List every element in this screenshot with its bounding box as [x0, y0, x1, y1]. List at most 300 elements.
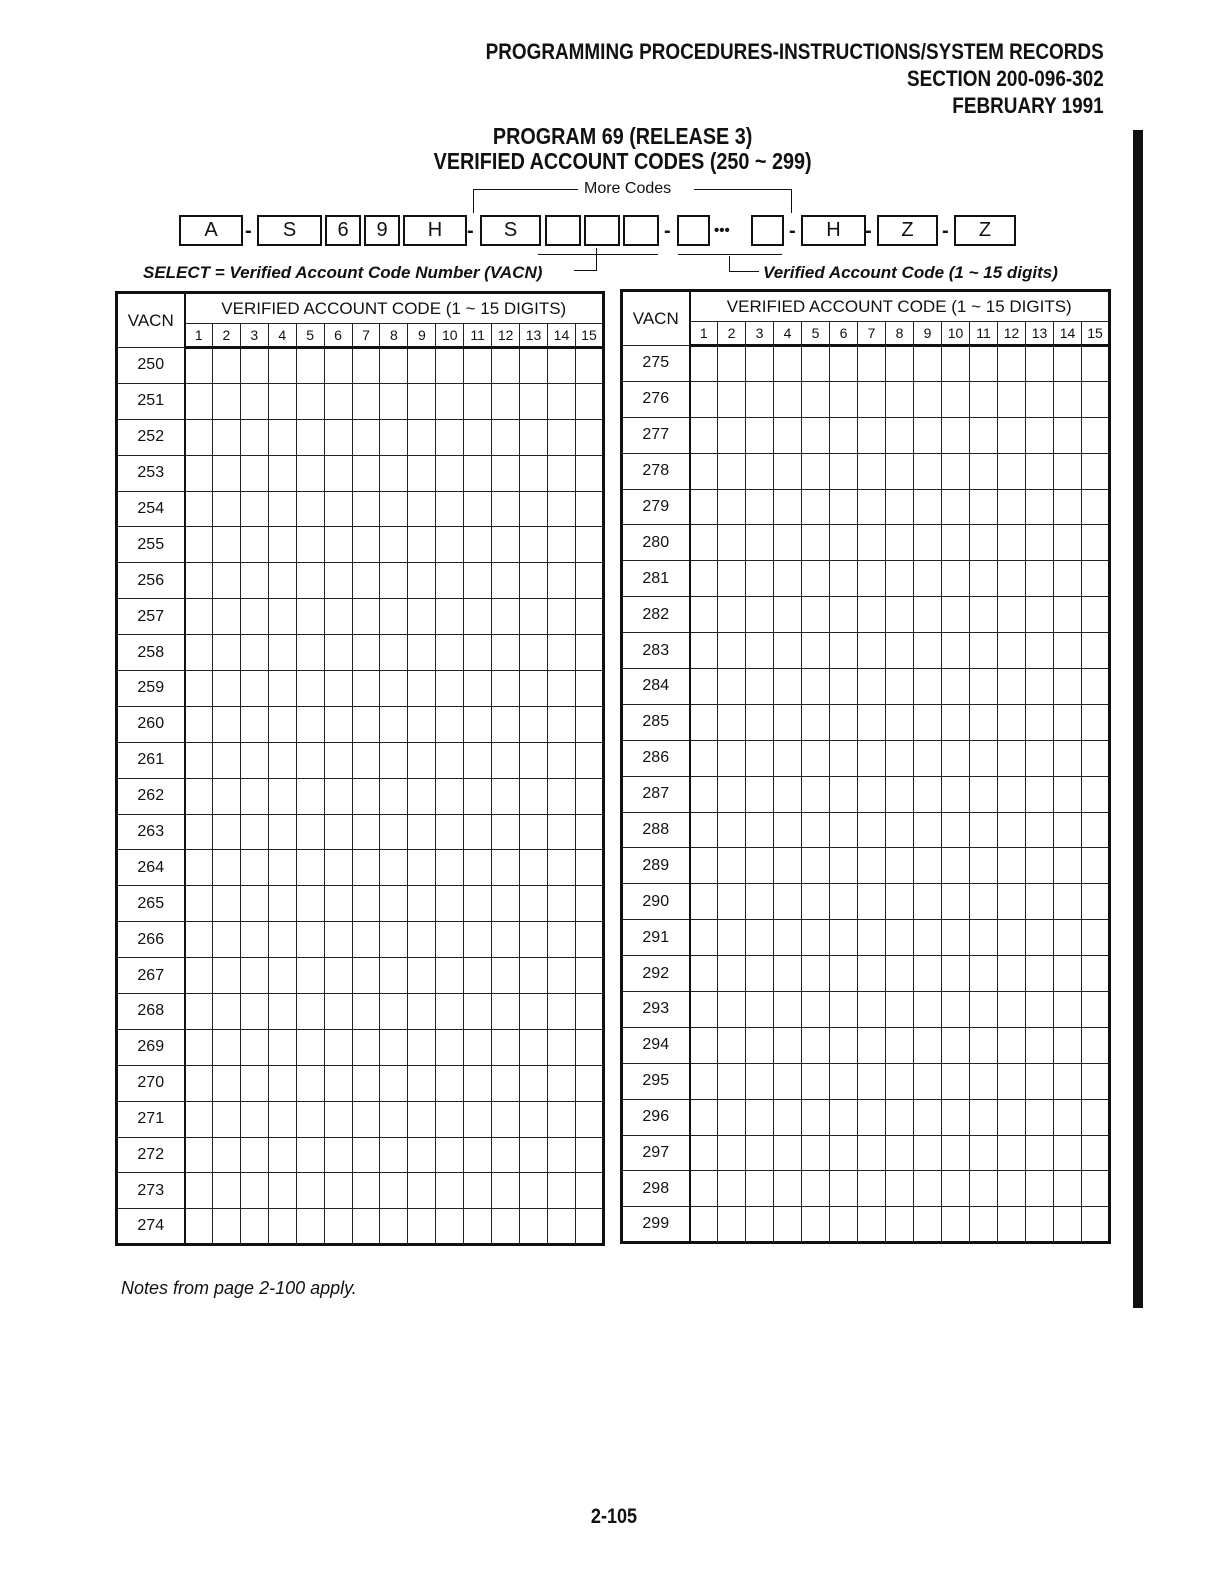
code-digit-cell[interactable] — [575, 1029, 603, 1065]
code-digit-cell[interactable] — [858, 992, 886, 1028]
code-digit-cell[interactable] — [464, 778, 492, 814]
code-digit-cell[interactable] — [352, 1101, 380, 1137]
code-digit-cell[interactable] — [296, 1101, 324, 1137]
code-digit-cell[interactable] — [408, 1137, 436, 1173]
code-digit-cell[interactable] — [690, 489, 718, 525]
code-digit-cell[interactable] — [212, 850, 240, 886]
code-digit-cell[interactable] — [858, 561, 886, 597]
code-digit-cell[interactable] — [212, 1065, 240, 1101]
code-digit-cell[interactable] — [942, 1063, 970, 1099]
code-digit-cell[interactable] — [1082, 597, 1110, 633]
code-digit-cell[interactable] — [212, 455, 240, 491]
code-digit-cell[interactable] — [802, 597, 830, 633]
code-digit-cell[interactable] — [185, 635, 213, 671]
code-digit-cell[interactable] — [575, 348, 603, 384]
code-digit-cell[interactable] — [998, 1027, 1026, 1063]
code-digit-cell[interactable] — [520, 599, 548, 635]
code-digit-cell[interactable] — [352, 383, 380, 419]
code-digit-cell[interactable] — [296, 527, 324, 563]
code-digit-cell[interactable] — [830, 704, 858, 740]
code-digit-cell[interactable] — [268, 1173, 296, 1209]
code-digit-cell[interactable] — [858, 346, 886, 382]
code-digit-cell[interactable] — [942, 776, 970, 812]
code-digit-cell[interactable] — [268, 778, 296, 814]
code-digit-cell[interactable] — [380, 527, 408, 563]
code-digit-cell[interactable] — [774, 633, 802, 669]
code-digit-cell[interactable] — [492, 455, 520, 491]
code-digit-cell[interactable] — [746, 848, 774, 884]
code-digit-cell[interactable] — [492, 1209, 520, 1245]
code-digit-cell[interactable] — [268, 994, 296, 1030]
code-digit-cell[interactable] — [296, 1209, 324, 1245]
code-digit-cell[interactable] — [914, 1135, 942, 1171]
code-digit-cell[interactable] — [547, 994, 575, 1030]
code-digit-cell[interactable] — [1026, 992, 1054, 1028]
code-digit-cell[interactable] — [352, 1173, 380, 1209]
code-digit-cell[interactable] — [1026, 633, 1054, 669]
code-digit-cell[interactable] — [547, 1209, 575, 1245]
code-digit-cell[interactable] — [547, 527, 575, 563]
code-digit-cell[interactable] — [240, 886, 268, 922]
code-digit-cell[interactable] — [718, 1207, 746, 1243]
code-digit-cell[interactable] — [324, 742, 352, 778]
code-digit-cell[interactable] — [492, 922, 520, 958]
code-digit-cell[interactable] — [520, 455, 548, 491]
code-digit-cell[interactable] — [886, 956, 914, 992]
code-digit-cell[interactable] — [547, 348, 575, 384]
code-digit-cell[interactable] — [690, 812, 718, 848]
code-digit-cell[interactable] — [492, 1173, 520, 1209]
code-digit-cell[interactable] — [520, 491, 548, 527]
code-digit-cell[interactable] — [746, 776, 774, 812]
code-digit-cell[interactable] — [240, 527, 268, 563]
code-digit-cell[interactable] — [240, 742, 268, 778]
code-digit-cell[interactable] — [718, 1099, 746, 1135]
code-digit-cell[interactable] — [324, 383, 352, 419]
code-digit-cell[interactable] — [324, 814, 352, 850]
code-digit-cell[interactable] — [464, 527, 492, 563]
code-digit-cell[interactable] — [970, 956, 998, 992]
code-digit-cell[interactable] — [296, 958, 324, 994]
code-digit-cell[interactable] — [998, 1063, 1026, 1099]
code-digit-cell[interactable] — [1026, 453, 1054, 489]
code-digit-cell[interactable] — [1082, 848, 1110, 884]
code-digit-cell[interactable] — [212, 1209, 240, 1245]
code-digit-cell[interactable] — [324, 491, 352, 527]
code-digit-cell[interactable] — [886, 489, 914, 525]
code-digit-cell[interactable] — [746, 1207, 774, 1243]
code-digit-cell[interactable] — [1082, 489, 1110, 525]
code-digit-cell[interactable] — [1082, 884, 1110, 920]
code-digit-cell[interactable] — [774, 704, 802, 740]
code-digit-cell[interactable] — [858, 920, 886, 956]
code-digit-cell[interactable] — [886, 704, 914, 740]
code-digit-cell[interactable] — [212, 383, 240, 419]
code-digit-cell[interactable] — [1026, 525, 1054, 561]
code-digit-cell[interactable] — [436, 527, 464, 563]
code-digit-cell[interactable] — [1026, 1171, 1054, 1207]
code-digit-cell[interactable] — [858, 525, 886, 561]
code-digit-cell[interactable] — [1054, 1207, 1082, 1243]
code-digit-cell[interactable] — [970, 525, 998, 561]
code-digit-cell[interactable] — [858, 381, 886, 417]
code-digit-cell[interactable] — [774, 453, 802, 489]
code-digit-cell[interactable] — [575, 527, 603, 563]
code-digit-cell[interactable] — [914, 884, 942, 920]
code-digit-cell[interactable] — [998, 1135, 1026, 1171]
code-digit-cell[interactable] — [1026, 417, 1054, 453]
code-digit-cell[interactable] — [464, 850, 492, 886]
code-digit-cell[interactable] — [296, 922, 324, 958]
code-digit-cell[interactable] — [998, 489, 1026, 525]
code-digit-cell[interactable] — [998, 956, 1026, 992]
code-digit-cell[interactable] — [575, 455, 603, 491]
code-digit-cell[interactable] — [268, 455, 296, 491]
code-digit-cell[interactable] — [436, 1173, 464, 1209]
code-digit-cell[interactable] — [547, 1029, 575, 1065]
code-digit-cell[interactable] — [296, 886, 324, 922]
code-digit-cell[interactable] — [185, 671, 213, 707]
code-digit-cell[interactable] — [492, 527, 520, 563]
code-digit-cell[interactable] — [352, 455, 380, 491]
code-digit-cell[interactable] — [998, 1207, 1026, 1243]
code-digit-cell[interactable] — [1026, 561, 1054, 597]
code-digit-cell[interactable] — [464, 455, 492, 491]
code-digit-cell[interactable] — [746, 920, 774, 956]
code-digit-cell[interactable] — [464, 491, 492, 527]
code-digit-cell[interactable] — [268, 1065, 296, 1101]
code-digit-cell[interactable] — [296, 814, 324, 850]
code-digit-cell[interactable] — [408, 671, 436, 707]
code-digit-cell[interactable] — [547, 1101, 575, 1137]
code-digit-cell[interactable] — [436, 706, 464, 742]
code-digit-cell[interactable] — [746, 633, 774, 669]
code-digit-cell[interactable] — [352, 1209, 380, 1245]
code-digit-cell[interactable] — [746, 417, 774, 453]
code-digit-cell[interactable] — [914, 669, 942, 705]
code-digit-cell[interactable] — [296, 383, 324, 419]
code-digit-cell[interactable] — [802, 561, 830, 597]
code-digit-cell[interactable] — [547, 922, 575, 958]
code-digit-cell[interactable] — [1082, 704, 1110, 740]
code-digit-cell[interactable] — [185, 814, 213, 850]
code-digit-cell[interactable] — [352, 348, 380, 384]
code-digit-cell[interactable] — [408, 383, 436, 419]
code-digit-cell[interactable] — [324, 563, 352, 599]
code-digit-cell[interactable] — [690, 453, 718, 489]
code-digit-cell[interactable] — [718, 381, 746, 417]
code-digit-cell[interactable] — [942, 669, 970, 705]
code-digit-cell[interactable] — [268, 1029, 296, 1065]
code-digit-cell[interactable] — [408, 491, 436, 527]
code-digit-cell[interactable] — [380, 348, 408, 384]
code-digit-cell[interactable] — [774, 884, 802, 920]
code-digit-cell[interactable] — [240, 671, 268, 707]
code-digit-cell[interactable] — [914, 597, 942, 633]
code-digit-cell[interactable] — [858, 1135, 886, 1171]
code-digit-cell[interactable] — [436, 814, 464, 850]
code-digit-cell[interactable] — [942, 1171, 970, 1207]
code-digit-cell[interactable] — [408, 348, 436, 384]
code-digit-cell[interactable] — [352, 922, 380, 958]
code-digit-cell[interactable] — [212, 742, 240, 778]
code-digit-cell[interactable] — [746, 1099, 774, 1135]
code-digit-cell[interactable] — [802, 1171, 830, 1207]
code-digit-cell[interactable] — [802, 956, 830, 992]
code-digit-cell[interactable] — [436, 1209, 464, 1245]
code-digit-cell[interactable] — [1026, 740, 1054, 776]
code-digit-cell[interactable] — [492, 1065, 520, 1101]
code-digit-cell[interactable] — [380, 1137, 408, 1173]
code-digit-cell[interactable] — [296, 1065, 324, 1101]
code-digit-cell[interactable] — [774, 489, 802, 525]
code-digit-cell[interactable] — [464, 1137, 492, 1173]
code-digit-cell[interactable] — [942, 346, 970, 382]
code-digit-cell[interactable] — [858, 740, 886, 776]
code-digit-cell[interactable] — [1082, 346, 1110, 382]
code-digit-cell[interactable] — [886, 1099, 914, 1135]
code-digit-cell[interactable] — [830, 1063, 858, 1099]
code-digit-cell[interactable] — [185, 742, 213, 778]
code-digit-cell[interactable] — [408, 886, 436, 922]
code-digit-cell[interactable] — [324, 348, 352, 384]
code-digit-cell[interactable] — [492, 850, 520, 886]
code-digit-cell[interactable] — [408, 742, 436, 778]
code-digit-cell[interactable] — [464, 1029, 492, 1065]
code-digit-cell[interactable] — [408, 994, 436, 1030]
code-digit-cell[interactable] — [942, 1135, 970, 1171]
code-digit-cell[interactable] — [718, 561, 746, 597]
code-digit-cell[interactable] — [464, 922, 492, 958]
code-digit-cell[interactable] — [520, 706, 548, 742]
code-digit-cell[interactable] — [575, 994, 603, 1030]
code-digit-cell[interactable] — [802, 489, 830, 525]
code-digit-cell[interactable] — [520, 958, 548, 994]
code-digit-cell[interactable] — [268, 383, 296, 419]
code-digit-cell[interactable] — [1054, 633, 1082, 669]
code-digit-cell[interactable] — [802, 884, 830, 920]
code-digit-cell[interactable] — [1054, 704, 1082, 740]
code-digit-cell[interactable] — [718, 956, 746, 992]
code-digit-cell[interactable] — [1082, 669, 1110, 705]
code-digit-cell[interactable] — [240, 1173, 268, 1209]
code-digit-cell[interactable] — [380, 563, 408, 599]
code-digit-cell[interactable] — [830, 489, 858, 525]
code-digit-cell[interactable] — [380, 1065, 408, 1101]
code-digit-cell[interactable] — [575, 599, 603, 635]
code-digit-cell[interactable] — [408, 958, 436, 994]
code-digit-cell[interactable] — [746, 346, 774, 382]
code-digit-cell[interactable] — [408, 563, 436, 599]
code-digit-cell[interactable] — [802, 417, 830, 453]
code-digit-cell[interactable] — [914, 453, 942, 489]
code-digit-cell[interactable] — [886, 812, 914, 848]
code-digit-cell[interactable] — [858, 956, 886, 992]
code-digit-cell[interactable] — [858, 848, 886, 884]
code-digit-cell[interactable] — [547, 958, 575, 994]
code-digit-cell[interactable] — [886, 561, 914, 597]
code-digit-cell[interactable] — [830, 1207, 858, 1243]
code-digit-cell[interactable] — [830, 1135, 858, 1171]
code-digit-cell[interactable] — [575, 1065, 603, 1101]
code-digit-cell[interactable] — [547, 383, 575, 419]
code-digit-cell[interactable] — [970, 1135, 998, 1171]
code-digit-cell[interactable] — [914, 704, 942, 740]
code-digit-cell[interactable] — [858, 633, 886, 669]
code-digit-cell[interactable] — [268, 1101, 296, 1137]
code-digit-cell[interactable] — [380, 635, 408, 671]
code-digit-cell[interactable] — [296, 563, 324, 599]
code-digit-cell[interactable] — [464, 1065, 492, 1101]
code-digit-cell[interactable] — [746, 740, 774, 776]
code-digit-cell[interactable] — [436, 455, 464, 491]
code-digit-cell[interactable] — [240, 635, 268, 671]
code-digit-cell[interactable] — [690, 884, 718, 920]
code-digit-cell[interactable] — [492, 778, 520, 814]
code-digit-cell[interactable] — [942, 1207, 970, 1243]
code-digit-cell[interactable] — [998, 992, 1026, 1028]
code-digit-cell[interactable] — [240, 994, 268, 1030]
code-digit-cell[interactable] — [942, 381, 970, 417]
code-digit-cell[interactable] — [185, 886, 213, 922]
code-digit-cell[interactable] — [1082, 1099, 1110, 1135]
code-digit-cell[interactable] — [212, 922, 240, 958]
code-digit-cell[interactable] — [746, 1063, 774, 1099]
code-digit-cell[interactable] — [998, 704, 1026, 740]
code-digit-cell[interactable] — [575, 383, 603, 419]
code-digit-cell[interactable] — [970, 1207, 998, 1243]
code-digit-cell[interactable] — [520, 886, 548, 922]
code-digit-cell[interactable] — [324, 599, 352, 635]
code-digit-cell[interactable] — [690, 704, 718, 740]
code-digit-cell[interactable] — [886, 381, 914, 417]
code-digit-cell[interactable] — [1054, 848, 1082, 884]
code-digit-cell[interactable] — [1054, 1027, 1082, 1063]
code-digit-cell[interactable] — [802, 1099, 830, 1135]
code-digit-cell[interactable] — [718, 992, 746, 1028]
code-digit-cell[interactable] — [185, 348, 213, 384]
code-digit-cell[interactable] — [464, 706, 492, 742]
code-digit-cell[interactable] — [998, 848, 1026, 884]
code-digit-cell[interactable] — [1082, 1135, 1110, 1171]
code-digit-cell[interactable] — [240, 814, 268, 850]
code-digit-cell[interactable] — [970, 992, 998, 1028]
code-digit-cell[interactable] — [212, 1137, 240, 1173]
code-digit-cell[interactable] — [240, 1065, 268, 1101]
code-digit-cell[interactable] — [802, 740, 830, 776]
code-digit-cell[interactable] — [802, 1207, 830, 1243]
code-digit-cell[interactable] — [830, 669, 858, 705]
code-digit-cell[interactable] — [1054, 884, 1082, 920]
code-digit-cell[interactable] — [408, 922, 436, 958]
code-digit-cell[interactable] — [830, 417, 858, 453]
code-digit-cell[interactable] — [520, 1029, 548, 1065]
code-digit-cell[interactable] — [690, 1135, 718, 1171]
code-digit-cell[interactable] — [436, 348, 464, 384]
code-digit-cell[interactable] — [718, 1171, 746, 1207]
code-digit-cell[interactable] — [942, 704, 970, 740]
code-digit-cell[interactable] — [352, 886, 380, 922]
code-digit-cell[interactable] — [690, 1099, 718, 1135]
code-digit-cell[interactable] — [1054, 956, 1082, 992]
code-digit-cell[interactable] — [858, 776, 886, 812]
code-digit-cell[interactable] — [185, 455, 213, 491]
code-digit-cell[interactable] — [802, 776, 830, 812]
code-digit-cell[interactable] — [464, 383, 492, 419]
code-digit-cell[interactable] — [774, 346, 802, 382]
code-digit-cell[interactable] — [268, 922, 296, 958]
code-digit-cell[interactable] — [998, 346, 1026, 382]
code-digit-cell[interactable] — [547, 671, 575, 707]
code-digit-cell[interactable] — [575, 778, 603, 814]
code-digit-cell[interactable] — [942, 884, 970, 920]
code-digit-cell[interactable] — [830, 453, 858, 489]
code-digit-cell[interactable] — [240, 1137, 268, 1173]
code-digit-cell[interactable] — [1054, 1171, 1082, 1207]
code-digit-cell[interactable] — [408, 706, 436, 742]
code-digit-cell[interactable] — [774, 1099, 802, 1135]
code-digit-cell[interactable] — [998, 597, 1026, 633]
code-digit-cell[interactable] — [970, 561, 998, 597]
code-digit-cell[interactable] — [942, 1099, 970, 1135]
code-digit-cell[interactable] — [240, 922, 268, 958]
code-digit-cell[interactable] — [690, 1063, 718, 1099]
code-digit-cell[interactable] — [492, 563, 520, 599]
code-digit-cell[interactable] — [436, 1029, 464, 1065]
code-digit-cell[interactable] — [1026, 776, 1054, 812]
code-digit-cell[interactable] — [296, 348, 324, 384]
code-digit-cell[interactable] — [185, 1209, 213, 1245]
code-digit-cell[interactable] — [970, 381, 998, 417]
code-digit-cell[interactable] — [268, 671, 296, 707]
code-digit-cell[interactable] — [774, 525, 802, 561]
code-digit-cell[interactable] — [520, 383, 548, 419]
code-digit-cell[interactable] — [352, 599, 380, 635]
code-digit-cell[interactable] — [746, 812, 774, 848]
code-digit-cell[interactable] — [718, 453, 746, 489]
code-digit-cell[interactable] — [970, 453, 998, 489]
code-digit-cell[interactable] — [718, 669, 746, 705]
code-digit-cell[interactable] — [547, 1065, 575, 1101]
code-digit-cell[interactable] — [802, 1135, 830, 1171]
code-digit-cell[interactable] — [324, 1173, 352, 1209]
code-digit-cell[interactable] — [802, 1027, 830, 1063]
code-digit-cell[interactable] — [520, 1101, 548, 1137]
code-digit-cell[interactable] — [1082, 381, 1110, 417]
code-digit-cell[interactable] — [296, 1173, 324, 1209]
code-digit-cell[interactable] — [690, 561, 718, 597]
code-digit-cell[interactable] — [380, 1101, 408, 1137]
code-digit-cell[interactable] — [690, 597, 718, 633]
code-digit-cell[interactable] — [436, 491, 464, 527]
code-digit-cell[interactable] — [1054, 812, 1082, 848]
code-digit-cell[interactable] — [830, 848, 858, 884]
code-digit-cell[interactable] — [942, 597, 970, 633]
code-digit-cell[interactable] — [1054, 920, 1082, 956]
code-digit-cell[interactable] — [802, 812, 830, 848]
code-digit-cell[interactable] — [324, 1101, 352, 1137]
code-digit-cell[interactable] — [1026, 1027, 1054, 1063]
code-digit-cell[interactable] — [324, 419, 352, 455]
code-digit-cell[interactable] — [268, 1137, 296, 1173]
code-digit-cell[interactable] — [212, 671, 240, 707]
code-digit-cell[interactable] — [408, 1173, 436, 1209]
code-digit-cell[interactable] — [858, 597, 886, 633]
code-digit-cell[interactable] — [1082, 561, 1110, 597]
code-digit-cell[interactable] — [1054, 453, 1082, 489]
code-digit-cell[interactable] — [914, 776, 942, 812]
code-digit-cell[interactable] — [380, 850, 408, 886]
